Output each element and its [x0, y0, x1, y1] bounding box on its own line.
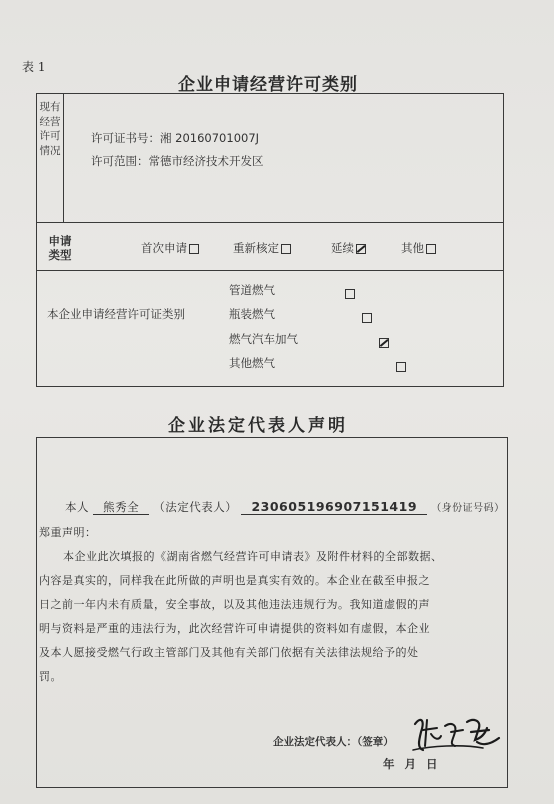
statement-line: 日之前一年内未有质量，安全事故，以及其他违法违规行为。我知道虚假的声 — [39, 598, 430, 611]
checkbox-vehicle-gas-checked[interactable] — [379, 338, 389, 348]
statement-line: 及本人愿接受燃气行政主管部门及其他有关部门依据有关法律法规给予的处 — [39, 646, 419, 659]
category-bottled: 瓶装燃气 — [229, 307, 275, 321]
intro-prefix: 本人 — [65, 500, 89, 514]
date-label: 年 月 日 — [383, 757, 438, 771]
checkbox-recheck[interactable] — [281, 244, 291, 254]
section2-title: 企业法定代表人声明 — [168, 416, 348, 436]
statement-line: 明与资料是严重的违法行为，此次经营许可申请提供的资料如有虚假，本企业 — [39, 622, 430, 635]
declarant-line — [65, 496, 505, 520]
option-other-label: 其他 — [401, 241, 424, 255]
section1-title: 企业申请经营许可类别 — [178, 75, 358, 95]
id-number[interactable]: 230605196907151419 — [241, 499, 427, 515]
license-scope: 许可范围：常德市经济技术开发区 — [91, 154, 264, 168]
license-table — [36, 93, 504, 387]
option-first[interactable] — [141, 240, 199, 256]
checkbox-first[interactable] — [189, 244, 199, 254]
option-renew[interactable] — [331, 240, 366, 256]
checkbox-renew-checked[interactable] — [356, 244, 366, 254]
option-recheck[interactable] — [233, 240, 291, 256]
category-vehicle-gas: 燃气汽车加气 — [229, 332, 298, 346]
id-suffix: （身份证号码） — [431, 503, 505, 514]
declarant-name[interactable]: 熊秀全 — [93, 500, 149, 515]
statement-line: 内容是真实的，同样我在此所做的声明也是真实有效的。本企业在截至申报之 — [39, 574, 430, 587]
table-divider — [37, 270, 503, 271]
current-license-label: 现有经营许可情况 — [39, 101, 61, 157]
license-number: 许可证书号：湘 20160701007J — [91, 131, 260, 145]
option-recheck-label: 重新核定 — [233, 241, 279, 255]
category-pipeline: 管道燃气 — [229, 283, 275, 297]
checkbox-pipeline[interactable] — [345, 289, 355, 299]
category-other-gas: 其他燃气 — [229, 356, 275, 370]
declarant-role: （法定代表人） — [153, 500, 238, 514]
option-first-label: 首次申请 — [141, 241, 187, 255]
solemn-declaration: 郑重声明： — [39, 526, 97, 539]
table-divider — [37, 222, 503, 223]
checkbox-other[interactable] — [426, 244, 436, 254]
checkbox-other-gas[interactable] — [396, 362, 406, 372]
table-number: 表 1 — [22, 60, 46, 74]
apply-type-label: 申请类型 — [48, 234, 72, 262]
option-other[interactable] — [401, 240, 436, 256]
checkbox-bottled[interactable] — [362, 313, 372, 323]
category-label: 本企业申请经营许可证类别 — [47, 307, 185, 321]
declaration-box — [36, 437, 508, 788]
statement-line: 罚。 — [39, 670, 62, 683]
statement-line: 本企业此次填报的《湖南省燃气经营许可申请表》及附件材料的全部数据、 — [63, 550, 443, 563]
handwritten-signature — [411, 710, 505, 758]
option-renew-label: 延续 — [331, 241, 354, 255]
signature-label: 企业法定代表人：（签章） — [273, 736, 394, 748]
table-divider — [63, 94, 64, 222]
